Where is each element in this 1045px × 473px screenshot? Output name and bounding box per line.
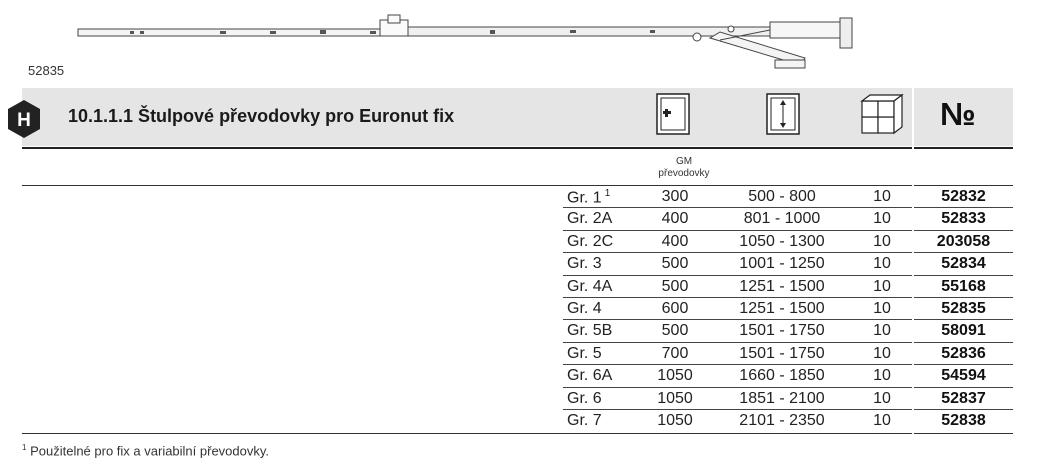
size-group-cell-value: Gr. 4A <box>567 277 613 295</box>
article-number-cell <box>914 322 1013 340</box>
pack-qty-cell-value: 10 <box>873 322 891 340</box>
gm-cell-value: 600 <box>661 300 689 317</box>
height-range-cell <box>712 233 852 251</box>
pack-qty-cell-value: 10 <box>873 277 891 295</box>
gm-column-label <box>650 156 718 180</box>
pack-qty-cell <box>850 255 914 273</box>
gm-cell-value: 1050 <box>657 367 693 385</box>
height-range-cell <box>712 210 852 228</box>
gm-cell-value: 500 <box>661 322 689 340</box>
size-group-cell <box>567 255 602 273</box>
pack-qty-cell <box>850 412 914 430</box>
pack-qty-cell <box>850 345 914 363</box>
height-range-cell-value: 1501 - 1750 <box>739 344 825 362</box>
size-group-cell <box>567 233 613 251</box>
article-number-cell-value: 52833 <box>941 210 986 228</box>
size-group-cell <box>567 300 602 318</box>
article-number-cell-value: 203058 <box>936 232 991 250</box>
size-group-cell-value: Gr. 6 <box>567 389 602 407</box>
table-row <box>0 388 1045 410</box>
height-range-cell-value: 500 - 800 <box>748 188 816 205</box>
article-number-cell-value: 55168 <box>941 277 986 295</box>
gm-cell-value: 1050 <box>657 389 693 407</box>
footnote <box>22 443 269 458</box>
gm-cell <box>640 278 710 296</box>
footnote-text: Použitelné pro fix a variabilní převodovky. <box>30 443 270 459</box>
height-range-cell-value: 2101 - 2350 <box>739 412 825 429</box>
pack-qty-cell <box>850 210 914 228</box>
table-bottom-rule-number <box>914 433 1013 434</box>
size-group-cell-value: Gr. 5 <box>567 344 602 362</box>
table-row <box>0 410 1045 432</box>
size-group-cell <box>567 188 610 207</box>
section-title: 10.1.1.1 Štulpové převodovky pro Euronut fix <box>68 106 455 126</box>
table-row <box>0 231 1045 253</box>
size-group-cell <box>567 278 612 296</box>
size-group-cell-value: Gr. 7 <box>567 412 602 429</box>
table-row <box>0 320 1045 342</box>
size-group-cell-value: Gr. 4 <box>567 300 602 317</box>
pack-qty-cell-value: 10 <box>873 188 891 205</box>
pack-qty-cell <box>850 367 914 385</box>
gm-cell <box>640 390 710 408</box>
gm-cell-value: 400 <box>661 232 689 250</box>
size-group-cell-value: Gr. 2A <box>567 210 613 228</box>
size-group-cell-value: Gr. 5B <box>567 322 613 340</box>
article-number-cell-value: 52837 <box>941 389 986 407</box>
gm-cell-value: 400 <box>661 210 689 228</box>
gm-cell-value: 500 <box>661 277 689 295</box>
size-group-cell <box>567 210 612 228</box>
article-number-cell <box>914 233 1013 251</box>
table-row <box>0 186 1045 208</box>
number-symbol: № <box>940 96 975 132</box>
article-code: 52835 <box>28 63 65 78</box>
section-marker-icon <box>6 99 42 139</box>
size-group-cell-value: Gr. 3 <box>567 255 602 273</box>
size-group-cell <box>567 390 602 408</box>
height-range-cell-value: 801 - 1000 <box>743 210 821 228</box>
article-number-cell-value: 52836 <box>941 344 986 362</box>
header-rule <box>22 147 912 149</box>
size-group-cell <box>567 367 612 385</box>
article-number-cell <box>914 390 1013 408</box>
height-range-cell-value: 1660 - 1850 <box>739 367 825 385</box>
height-range-cell <box>712 188 852 206</box>
table-row <box>0 365 1045 387</box>
gm-cell <box>640 233 710 251</box>
article-number-cell-value: 58091 <box>941 322 986 340</box>
gm-cell <box>640 367 710 385</box>
section-marker-letter: H <box>17 110 31 131</box>
pack-qty-cell-value: 10 <box>873 255 891 273</box>
gm-cell-value: 300 <box>661 188 689 205</box>
pack-qty-cell <box>850 322 914 340</box>
article-number-cell-value: 52838 <box>941 412 986 429</box>
table-row <box>0 298 1045 320</box>
article-number-cell <box>914 255 1013 273</box>
pack-qty-cell-value: 10 <box>873 367 891 385</box>
gm-label-line2: převodovky <box>658 168 710 179</box>
size-group-cell-value: Gr. 2C <box>567 232 614 250</box>
pack-qty-cell <box>850 390 914 408</box>
gm-cell <box>640 188 710 206</box>
height-range-cell <box>712 322 852 340</box>
height-range-cell-value: 1251 - 1500 <box>739 277 825 295</box>
window-handle-icon <box>656 93 690 135</box>
article-number-cell <box>914 412 1013 430</box>
article-number-cell <box>914 188 1013 206</box>
footnote-marker: 1 <box>22 443 27 452</box>
size-group-cell <box>567 322 612 340</box>
header-rule-number <box>914 147 1013 149</box>
table-row <box>0 208 1045 230</box>
height-range-cell-value: 1251 - 1500 <box>739 300 825 317</box>
height-range-cell <box>712 255 852 273</box>
row-footnote-marker: 1 <box>604 188 611 199</box>
pack-qty-cell <box>850 300 914 318</box>
gm-cell-value: 1050 <box>657 412 693 429</box>
pack-qty-cell-value: 10 <box>873 300 891 317</box>
height-range-cell-value: 1001 - 1250 <box>739 255 825 273</box>
pack-qty-cell-value: 10 <box>873 389 891 407</box>
article-number-cell-value: 54594 <box>941 367 986 385</box>
height-range-cell-value: 1851 - 2100 <box>739 389 825 407</box>
article-number-cell-value: 52832 <box>941 188 986 205</box>
gm-cell <box>640 322 710 340</box>
height-range-cell <box>712 278 852 296</box>
height-range-cell-value: 1501 - 1750 <box>739 322 825 340</box>
article-number-cell <box>914 345 1013 363</box>
height-range-cell <box>712 412 852 430</box>
product-drawing <box>70 10 870 80</box>
height-range-cell <box>712 367 852 385</box>
pack-qty-cell-value: 10 <box>873 344 891 362</box>
article-number-cell-value: 52834 <box>941 255 986 273</box>
table-row <box>0 253 1045 275</box>
height-range-cell <box>712 300 852 318</box>
size-group-cell-value: Gr. 6A <box>567 367 613 385</box>
pack-qty-cell <box>850 188 914 206</box>
table-bottom-rule <box>22 433 912 434</box>
gm-cell <box>640 300 710 318</box>
gm-cell-value: 500 <box>661 255 689 273</box>
pack-qty-cell-value: 10 <box>873 232 891 250</box>
article-number-cell <box>914 367 1013 385</box>
article-number-cell <box>914 278 1013 296</box>
table-row <box>0 276 1045 298</box>
table-row <box>0 343 1045 365</box>
pack-qty-cell-value: 10 <box>873 210 891 228</box>
height-range-cell <box>712 390 852 408</box>
article-number-cell <box>914 210 1013 228</box>
pack-qty-cell <box>850 278 914 296</box>
article-number-cell-value: 52835 <box>941 300 986 317</box>
gm-cell <box>640 255 710 273</box>
article-number-cell <box>914 300 1013 318</box>
pack-qty-cell <box>850 233 914 251</box>
height-range-cell <box>712 345 852 363</box>
pack-qty-cell-value: 10 <box>873 412 891 429</box>
size-group-cell <box>567 412 602 430</box>
package-boxes-icon <box>858 93 908 137</box>
height-range-cell-value: 1050 - 1300 <box>739 232 825 250</box>
gm-cell <box>640 210 710 228</box>
size-group-cell-value: Gr. 1 <box>567 189 602 207</box>
size-group-cell <box>567 345 602 363</box>
window-height-icon <box>766 93 800 135</box>
gm-cell <box>640 345 710 363</box>
gm-cell-value: 700 <box>661 344 689 362</box>
gm-cell <box>640 412 710 430</box>
gm-label-line1: GM <box>675 156 693 167</box>
